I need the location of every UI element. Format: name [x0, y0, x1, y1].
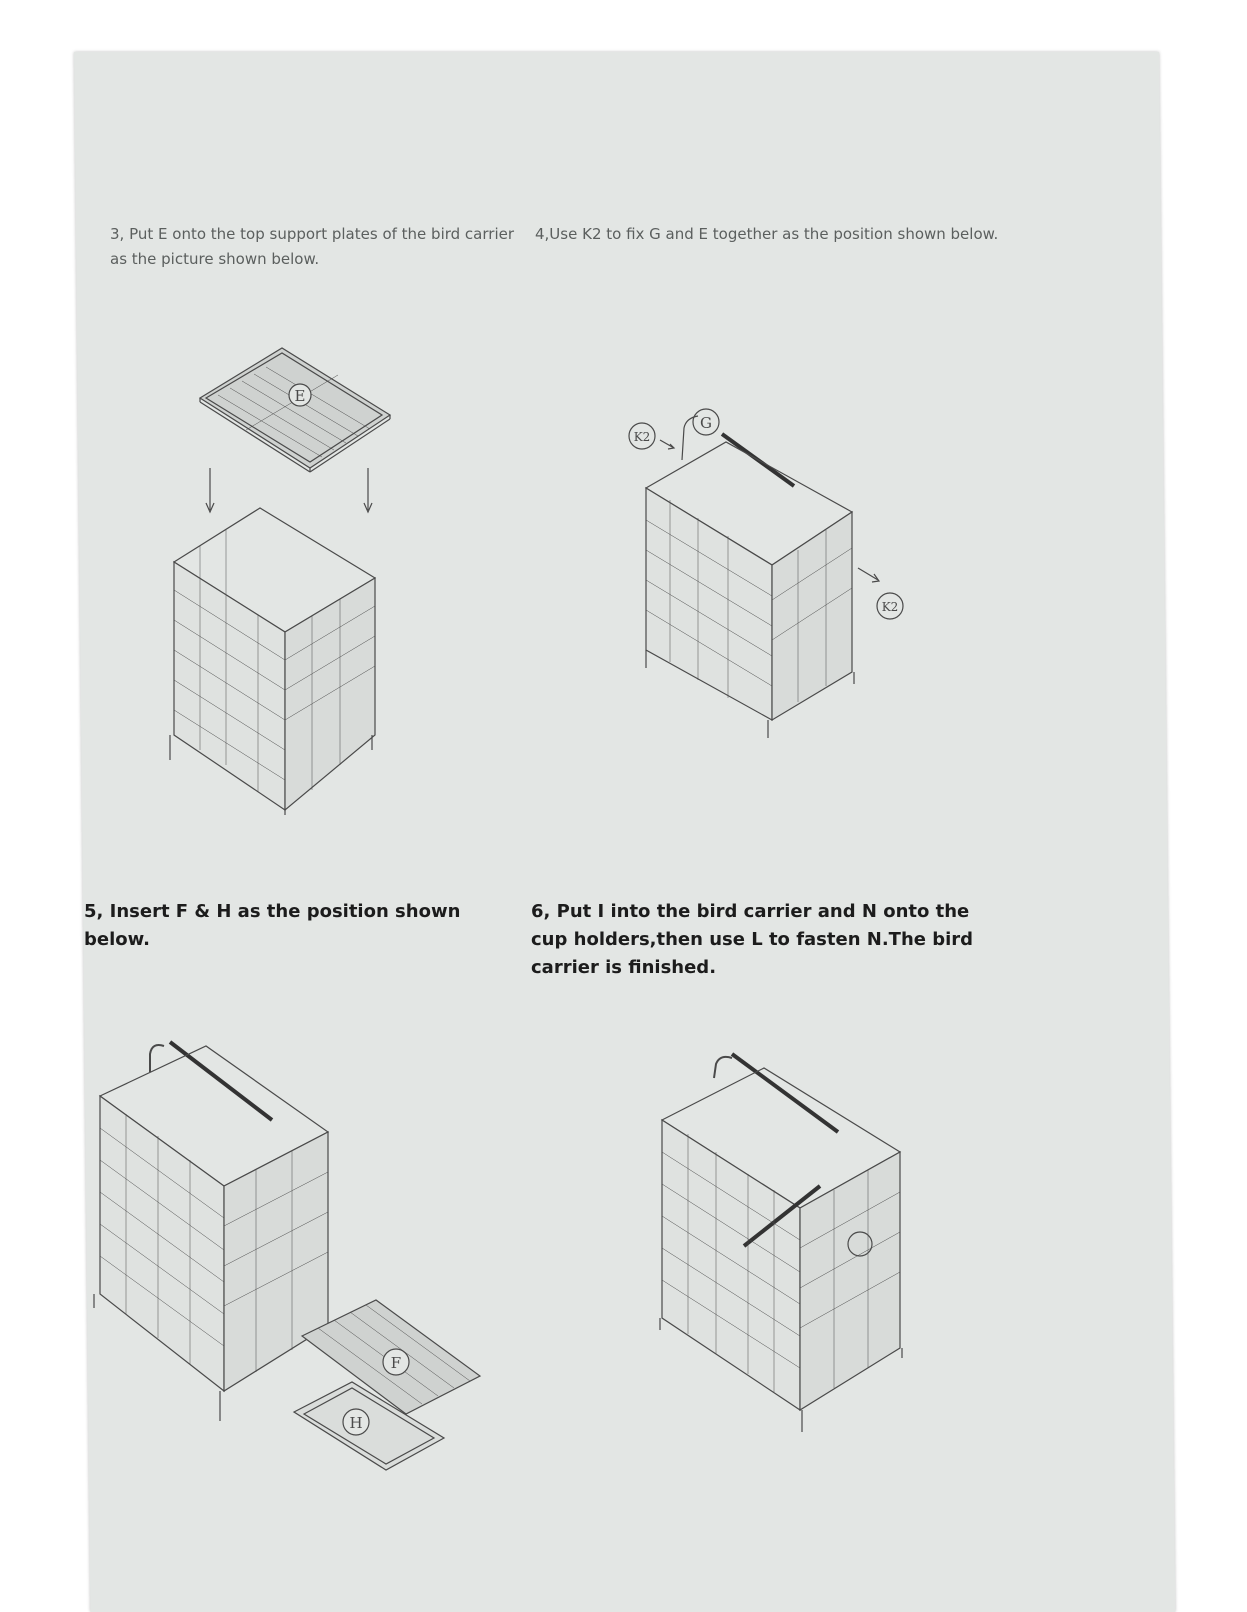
label-k2-right: K2	[881, 600, 899, 614]
step-6-text: 6, Put I into the bird carrier and N onto the cup holders,then use L to fasten N.The bird carrier is finished.	[531, 901, 974, 978]
label-e: E	[294, 387, 306, 405]
step-5-figure	[86, 1036, 486, 1476]
step-6-figure	[652, 1048, 914, 1438]
label-k2-left: K2	[633, 430, 651, 444]
cage-body	[170, 508, 375, 815]
label-h: H	[349, 1414, 363, 1432]
plate-e	[200, 348, 390, 472]
step-3-figure	[160, 340, 400, 820]
label-g: G	[700, 414, 712, 432]
arrow-down-icon	[206, 468, 214, 512]
step-4-figure	[622, 400, 922, 745]
step-4-text: 4,Use K2 to fix G and E together as the position shown below.	[535, 225, 999, 243]
step-5-text: 5, Insert F & H as the position shown below.	[84, 901, 461, 950]
screw-icon	[660, 440, 674, 449]
label-f: F	[390, 1354, 402, 1372]
screw-icon	[858, 568, 879, 582]
arrow-down-icon	[364, 468, 372, 512]
step-3-text: 3, Put E onto the top support plates of the bird carrier as the picture shown below.	[110, 225, 515, 268]
